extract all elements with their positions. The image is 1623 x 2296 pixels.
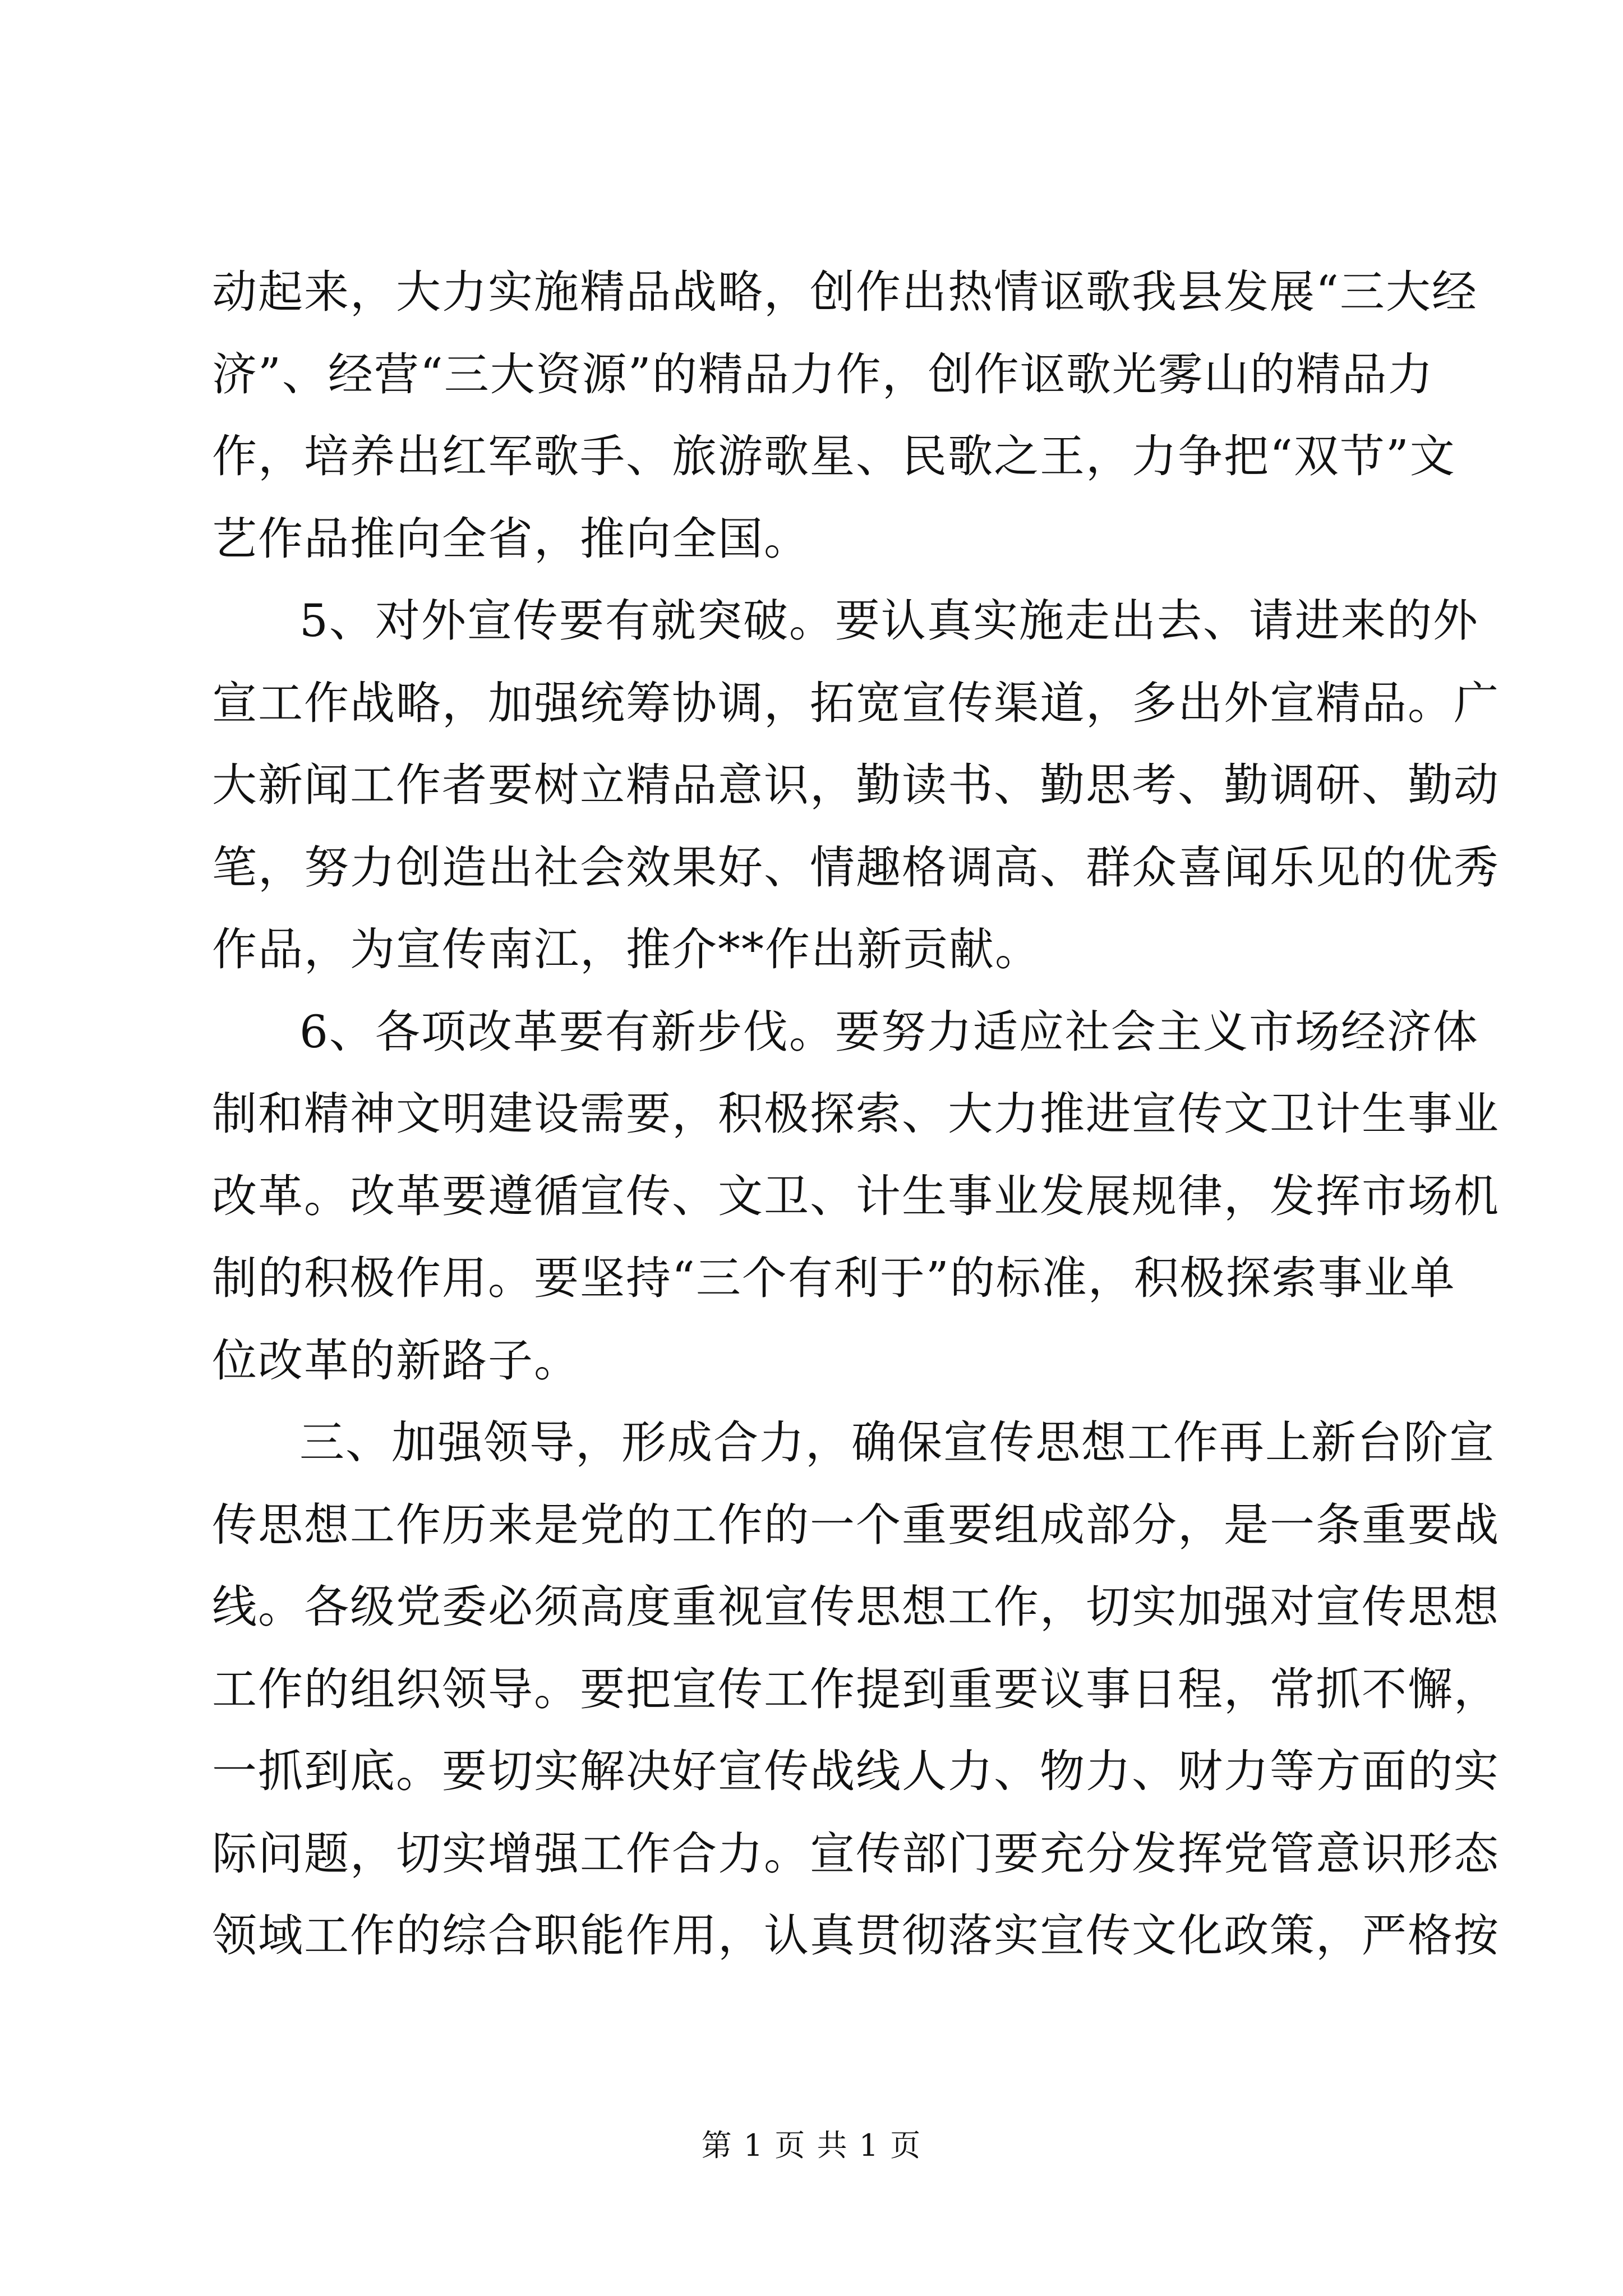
paragraph-2 — [212, 580, 1500, 991]
text-line: 工作的组织领导。要把宣传工作提到重要议事日程，常抓不懈， — [212, 1663, 1500, 1715]
text-line: 作品，为宣传南江，推介**作出新贡献。 — [212, 923, 1041, 976]
text-line: 6、各项改革要有新步伐。要努力适应社会主义市场经济体 — [299, 1005, 1479, 1058]
text-line: 三、加强领导，形成合力，确保宣传思想工作再上新台阶宣 — [299, 1416, 1495, 1469]
paragraph-4 — [212, 1402, 1500, 1977]
page-number-footer: 第 1 页 共 1 页 — [701, 2128, 922, 2163]
text-line: 宣工作战略，加强统筹协调，拓宽宣传渠道，多出外宣精品。广 — [212, 677, 1500, 729]
text-line: 济”、经营“三大资源”的精品力作，创作讴歌光雾山的精品力 — [212, 348, 1434, 401]
text-line: 艺作品推向全省，推向全国。 — [212, 512, 810, 565]
text-line: 制的积极作用。要坚持“三个有利于”的标准，积极探索事业单 — [212, 1252, 1456, 1304]
text-line: 笔，努力创造出社会效果好、情趣格调高、群众喜闻乐见的优秀 — [212, 841, 1500, 894]
text-line: 制和精神文明建设需要，积极探索、大力推进宣传文卫计生事业 — [212, 1088, 1500, 1140]
paragraph-3 — [212, 991, 1500, 1402]
paragraph-1 — [212, 251, 1478, 580]
text-line: 改革。改革要遵循宣传、文卫、计生事业发展规律，发挥市场机 — [212, 1170, 1500, 1222]
text-line: 一抓到底。要切实解决好宣传战线人力、物力、财力等方面的实 — [212, 1745, 1500, 1797]
text-line: 位改革的新路子。 — [212, 1334, 580, 1387]
text-line: 5、对外宣传要有就突破。要认真实施走出去、请进来的外 — [299, 595, 1479, 647]
text-line: 领域工作的综合职能作用，认真贯彻落实宣传文化政策，严格按 — [212, 1910, 1500, 1962]
text-line: 作，培养出红军歌手、旅游歌星、民歌之王，力争把“双节”文 — [212, 430, 1456, 482]
text-line: 动起来，大力实施精品战略，创作出热情讴歌我县发展“三大经 — [212, 266, 1478, 318]
text-line: 际问题，切实增强工作合力。宣传部门要充分发挥党管意识形态 — [212, 1827, 1500, 1880]
document-body — [212, 251, 1500, 1977]
text-line: 传思想工作历来是党的工作的一个重要组成部分，是一条重要战 — [212, 1498, 1500, 1551]
text-line: 线。各级党委必须高度重视宣传思想工作，切实加强对宣传思想 — [212, 1581, 1500, 1633]
text-line: 大新闻工作者要树立精品意识，勤读书、勤思考、勤调研、勤动 — [212, 759, 1500, 811]
